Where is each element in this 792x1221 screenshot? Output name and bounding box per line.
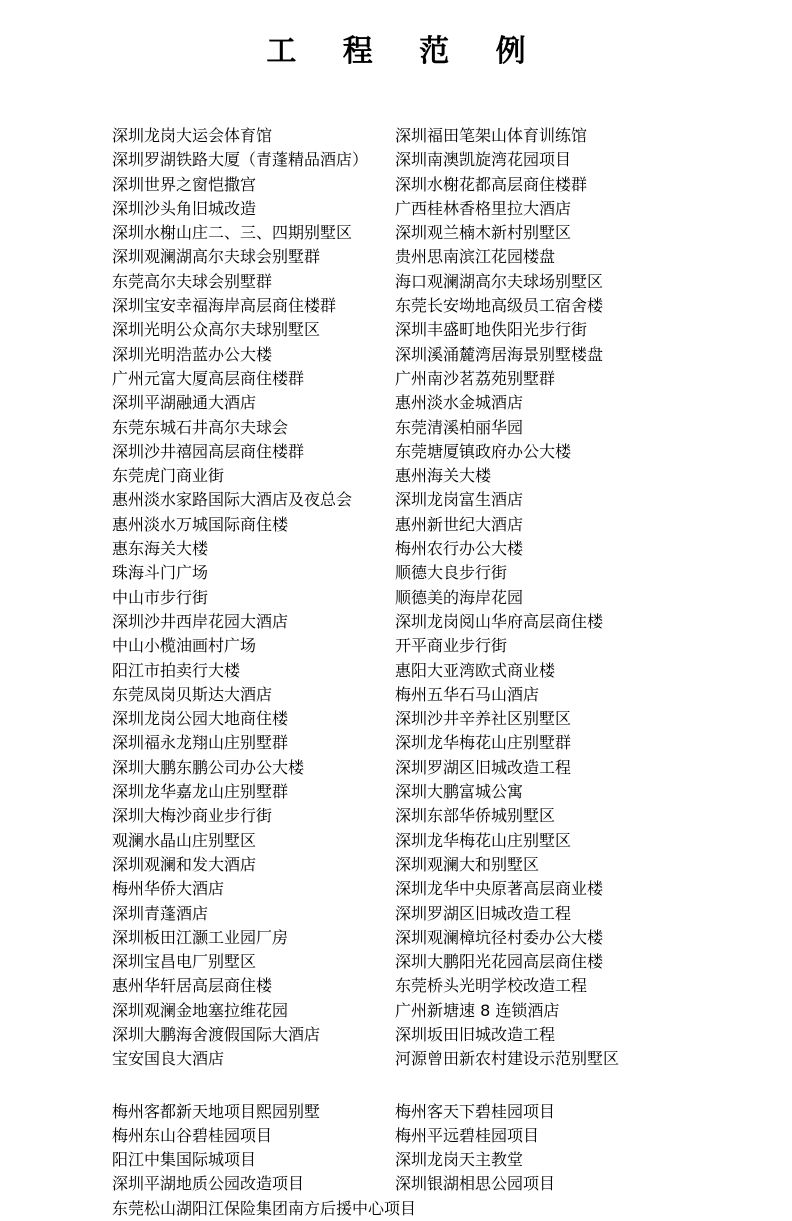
table-row [112, 659, 752, 683]
project-name-right: 东莞长安坳地高级员工宿舍楼 [395, 296, 604, 316]
table-row [112, 707, 752, 731]
table-row [112, 173, 752, 197]
project-name-right: 深圳观澜大和别墅区 [395, 854, 540, 874]
project-name-left: 深圳世界之窗恺撒宫 [112, 174, 257, 194]
project-name-left: 阳江市拍卖行大楼 [112, 660, 241, 680]
project-name-left: 梅州客都新天地项目熙园别墅 [112, 1101, 321, 1121]
table-row [112, 683, 752, 707]
table-row [112, 1047, 752, 1071]
project-name-right: 惠阳大亚湾欧式商业楼 [395, 660, 556, 680]
project-name-right: 深圳沙井辛养社区别墅区 [395, 709, 572, 729]
project-name-left: 惠州淡水万城国际商住楼 [112, 514, 289, 534]
project-name-right: 深圳南澳凯旋湾花园项目 [395, 150, 572, 170]
project-name-left: 深圳大鹏东鹏公司办公大楼 [112, 757, 305, 777]
table-row [112, 877, 752, 901]
table-row [112, 464, 752, 488]
project-name-left: 中山小榄油画村广场 [112, 636, 257, 656]
table-row [112, 270, 752, 294]
project-name-right: 深圳罗湖区旧城改造工程 [395, 903, 572, 923]
project-name-right: 东莞桥头光明学校改造工程 [395, 976, 588, 996]
table-row [112, 367, 752, 391]
project-name-left: 深圳龙华嘉龙山庄别墅群 [112, 782, 289, 802]
project-name-left: 深圳宝昌电厂别墅区 [112, 952, 257, 972]
table-row [112, 343, 752, 367]
table-row [112, 148, 752, 172]
project-name-left: 梅州东山谷碧桂园项目 [112, 1125, 273, 1145]
project-name-left: 深圳观澜和发大酒店 [112, 854, 257, 874]
project-name-left: 东莞凤岗贝斯达大酒店 [112, 684, 273, 704]
project-name-left: 深圳福永龙翔山庄别墅群 [112, 733, 289, 753]
project-name-right: 惠州海关大楼 [395, 466, 492, 486]
project-name-left: 惠州华轩居高层商住楼 [112, 976, 273, 996]
table-row [112, 1100, 752, 1124]
project-name-left: 深圳沙头角旧城改造 [112, 198, 257, 218]
table-row [112, 1172, 752, 1196]
project-name-right: 深圳龙岗富生酒店 [395, 490, 524, 510]
table-row [112, 974, 752, 998]
table-row [112, 634, 752, 658]
project-name-right: 深圳罗湖区旧城改造工程 [395, 757, 572, 777]
project-name-right: 东莞塘厦镇政府办公大楼 [395, 441, 572, 461]
project-name-left: 深圳罗湖铁路大厦（青蓬精品酒店） [112, 150, 369, 170]
project-name-left: 深圳沙井禧园高层商住楼群 [112, 441, 305, 461]
project-name-left: 珠海斗门广场 [112, 563, 209, 583]
project-name-right: 深圳坂田旧城改造工程 [395, 1024, 556, 1044]
project-name-right: 深圳丰盛町地佚阳光步行街 [395, 320, 588, 340]
table-row [112, 902, 752, 926]
project-name-left: 深圳青蓬酒店 [112, 903, 209, 923]
table-row [112, 294, 752, 318]
project-name-left: 深圳平湖地质公园改造项目 [112, 1174, 305, 1194]
table-row [112, 221, 752, 245]
project-name-left: 深圳大鹏海舍渡假国际大酒店 [112, 1024, 321, 1044]
project-name-right: 贵州思南滨江花园楼盘 [395, 247, 556, 267]
project-name-right: 深圳龙华中央原著高层商业楼 [395, 879, 604, 899]
project-name-left: 广州元富大厦高层商住楼群 [112, 368, 305, 388]
project-name-right: 深圳银湖相思公园项目 [395, 1174, 556, 1194]
project-name-left: 深圳平湖融通大酒店 [112, 393, 257, 413]
project-name-left: 深圳龙岗大运会体育馆 [112, 126, 273, 145]
project-name-left: 梅州华侨大酒店 [112, 879, 225, 899]
project-name-left: 深圳宝安幸福海岸高层商住楼群 [112, 296, 337, 316]
project-name-right: 深圳观兰楠木新村别墅区 [395, 223, 572, 243]
table-row [112, 853, 752, 877]
project-name-right: 深圳观澜樟坑径村委办公大楼 [395, 927, 604, 947]
project-name-right: 梅州平远碧桂园项目 [395, 1125, 540, 1145]
table-row [112, 245, 752, 269]
project-name-right: 深圳溪涌麓湾居海景别墅楼盘 [395, 344, 604, 364]
table-row [112, 731, 752, 755]
document-page [0, 26, 792, 1218]
project-name-right: 深圳龙华梅花山庄别墅区 [395, 830, 572, 850]
project-name-right: 广西桂林香格里拉大酒店 [395, 198, 572, 218]
project-name-right: 河源曾田新农村建设示范别墅区 [395, 1049, 620, 1069]
table-row [112, 780, 752, 804]
project-name-left: 惠州淡水家路国际大酒店及夜总会 [112, 490, 353, 510]
project-name-left: 东莞松山湖阳江保险集团南方后援中心项目 [112, 1198, 417, 1218]
table-row [112, 999, 752, 1023]
project-name-left: 阳江中集国际城项目 [112, 1150, 257, 1170]
table-row [112, 124, 752, 148]
project-name-right: 惠州新世纪大酒店 [395, 514, 524, 534]
table-row [112, 829, 752, 853]
project-name-right: 惠州淡水金城酒店 [395, 393, 524, 413]
project-name-right: 深圳大鹏富城公寓 [395, 782, 524, 802]
project-name-right: 东莞清溪柏丽华园 [395, 417, 524, 437]
project-name-right: 顺德美的海岸花园 [395, 587, 524, 607]
project-name-right: 深圳水榭花都高层商住楼群 [395, 174, 588, 194]
project-name-right: 梅州客天下碧桂园项目 [395, 1101, 556, 1121]
project-name-right: 广州南沙茗荔苑别墅群 [395, 368, 556, 388]
project-name-left: 深圳龙岗公园大地商住楼 [112, 709, 289, 729]
table-row [112, 416, 752, 440]
table-row [112, 513, 752, 537]
project-name-right: 深圳东部华侨城别墅区 [395, 806, 556, 826]
project-name-right: 梅州农行办公大楼 [395, 539, 524, 559]
project-name-left: 深圳光明公众高尔夫球别墅区 [112, 320, 321, 340]
project-name-left: 深圳观澜金地塞拉维花园 [112, 1000, 289, 1020]
project-name-right: 梅州五华石马山酒店 [395, 684, 540, 704]
project-list-main [0, 124, 792, 1072]
project-name-left: 东莞高尔夫球会别墅群 [112, 271, 273, 291]
table-row [112, 926, 752, 950]
project-name-right: 广州新塘速 8 连锁酒店 [395, 1000, 560, 1020]
project-name-left: 中山市步行街 [112, 587, 209, 607]
table-row [112, 586, 752, 610]
table-row [112, 1197, 752, 1221]
project-name-left: 东莞虎门商业街 [112, 466, 225, 486]
project-name-left: 东莞东城石井高尔夫球会 [112, 417, 289, 437]
table-row [112, 537, 752, 561]
project-name-left: 深圳大梅沙商业步行街 [112, 806, 273, 826]
table-row [112, 488, 752, 512]
page-title: 工 程 范 例 [266, 34, 544, 69]
table-row [112, 1023, 752, 1047]
project-name-left: 深圳光明浩蓝办公大楼 [112, 344, 273, 364]
table-row [112, 610, 752, 634]
table-row [112, 561, 752, 585]
project-name-right: 深圳龙华梅花山庄别墅群 [395, 733, 572, 753]
project-name-left: 深圳观澜湖高尔夫球会别墅群 [112, 247, 321, 267]
section-gap [0, 1072, 792, 1100]
project-name-right: 深圳龙岗天主教堂 [395, 1150, 524, 1170]
table-row [112, 950, 752, 974]
project-name-left: 宝安国良大酒店 [112, 1049, 225, 1069]
table-row [112, 318, 752, 342]
project-name-right: 海口观澜湖高尔夫球场别墅区 [395, 271, 604, 291]
project-name-right: 顺德大良步行街 [395, 563, 508, 583]
table-row [112, 1124, 752, 1148]
project-name-right: 开平商业步行街 [395, 636, 508, 656]
table-row [112, 756, 752, 780]
table-row [112, 391, 752, 415]
table-row [112, 804, 752, 828]
project-name-left: 观澜水晶山庄别墅区 [112, 830, 257, 850]
project-name-left: 惠东海关大楼 [112, 539, 209, 559]
project-name-right: 深圳龙岗阅山华府高层商住楼 [395, 611, 604, 631]
table-row [112, 440, 752, 464]
project-name-left: 深圳沙井西岸花园大酒店 [112, 611, 289, 631]
project-name-right: 深圳大鹏阳光花园高层商住楼 [395, 952, 604, 972]
project-name-left: 深圳板田江灏工业园厂房 [112, 927, 289, 947]
table-row [112, 197, 752, 221]
table-row [112, 1148, 752, 1172]
project-name-right: 深圳福田笔架山体育训练馆 [395, 126, 588, 145]
project-name-left: 深圳水榭山庄二、三、四期别墅区 [112, 223, 353, 243]
project-list-tail [0, 1100, 792, 1221]
